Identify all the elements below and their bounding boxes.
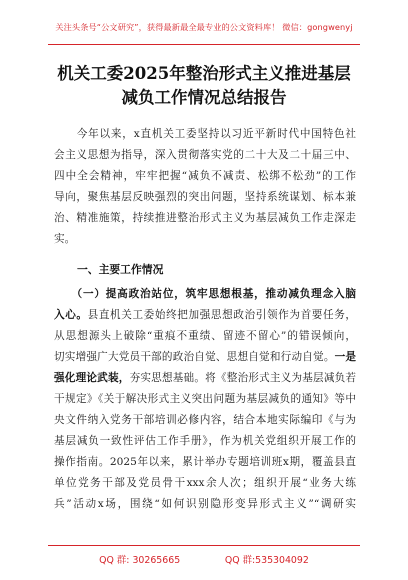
footer-contact — [0, 552, 408, 566]
header-banner-text: 关注头条号“公文研究”，获得最新最全最专业的公文资料库！ 微信：gongwenyj — [55, 22, 353, 32]
paragraph-text: 县直机关工委始终把加强思想政治引领作为首要任务， — [87, 309, 356, 321]
paragraph-text: 切实增强广大党员干部的政治自觉、思想自觉和行动自觉。 — [54, 351, 335, 363]
paragraph-text: 夯实思想基础。将《整治形式主义为基层减负若 — [129, 372, 357, 384]
intro-line: 四中全会精神，牢牢把握“减负不减责、松绑不松劲”的工作 — [54, 170, 356, 182]
title-line-1: 机关工委2025年整治形式主义推进基层 — [57, 64, 351, 83]
intro-line: 会主义思想为指导，深入贯彻落实党的二十大及二十届三中、 — [54, 149, 356, 161]
header-divider — [48, 44, 360, 45]
paragraph-line — [54, 284, 356, 305]
intro-line: 实。 — [54, 233, 76, 245]
qq-group-label: QQ 群: — [224, 555, 256, 566]
intro-paragraph — [54, 124, 356, 250]
paragraph-line — [54, 347, 356, 368]
paragraph-line: 单位党务干部及党员骨干xxx余人次；组织开展“业务大练 — [54, 477, 356, 489]
paragraph-line: 操作指南。2025年以来，累计举办专题培训班x期，覆盖县直 — [54, 456, 356, 468]
qq-group-label: QQ 群: — [99, 555, 130, 566]
paragraph-line — [54, 305, 356, 326]
paragraph-line: 基层减负一致性评估工作手册》，作为机关党组织开展工作的 — [54, 435, 356, 447]
paragraph-line — [54, 368, 356, 389]
intro-line: 治、精准施策，持续推进整治形式主义为基层减负工作走深走 — [54, 212, 356, 224]
intro-line: 导向，聚焦基层反映强烈的突出问题，坚持系统谋划、标本兼 — [54, 191, 356, 203]
subheading-bold-cont: 入心。 — [54, 309, 88, 321]
paragraph-line: 从思想源头上破除“重痕不重绩、留迹不留心”的错误倾向， — [54, 330, 356, 342]
intro-line: 今年以来，x直机关工委坚持以习近平新时代中国特色社 — [54, 128, 356, 140]
section-paragraph — [54, 284, 356, 515]
footer-divider — [48, 545, 360, 546]
section-heading: 一、主要工作情况 — [77, 263, 164, 276]
paragraph-line: 兵”活动x场，围绕“如何识别隐形变异形式主义”“调研实 — [54, 498, 356, 510]
paragraph-line: 干规定》《关于解决形式主义突出问题为基层减负的通知》等中 — [54, 393, 356, 405]
point-label-bold: 一是 — [334, 351, 357, 363]
qq-group-number: 30265665 — [132, 555, 181, 566]
document-title — [40, 62, 368, 110]
qq-group-number: 535304092 — [255, 555, 309, 566]
subheading-bold: （一）提高政治站位，筑牢思想根基，推动减负理念入脑 — [76, 288, 356, 300]
paragraph-line: 央文件纳入党务干部培训必修内容，结合本地实际编印《与为 — [54, 414, 356, 426]
point-label-bold: 强化理论武装， — [54, 372, 130, 384]
title-line-2: 减负工作情况总结报告 — [121, 88, 287, 107]
